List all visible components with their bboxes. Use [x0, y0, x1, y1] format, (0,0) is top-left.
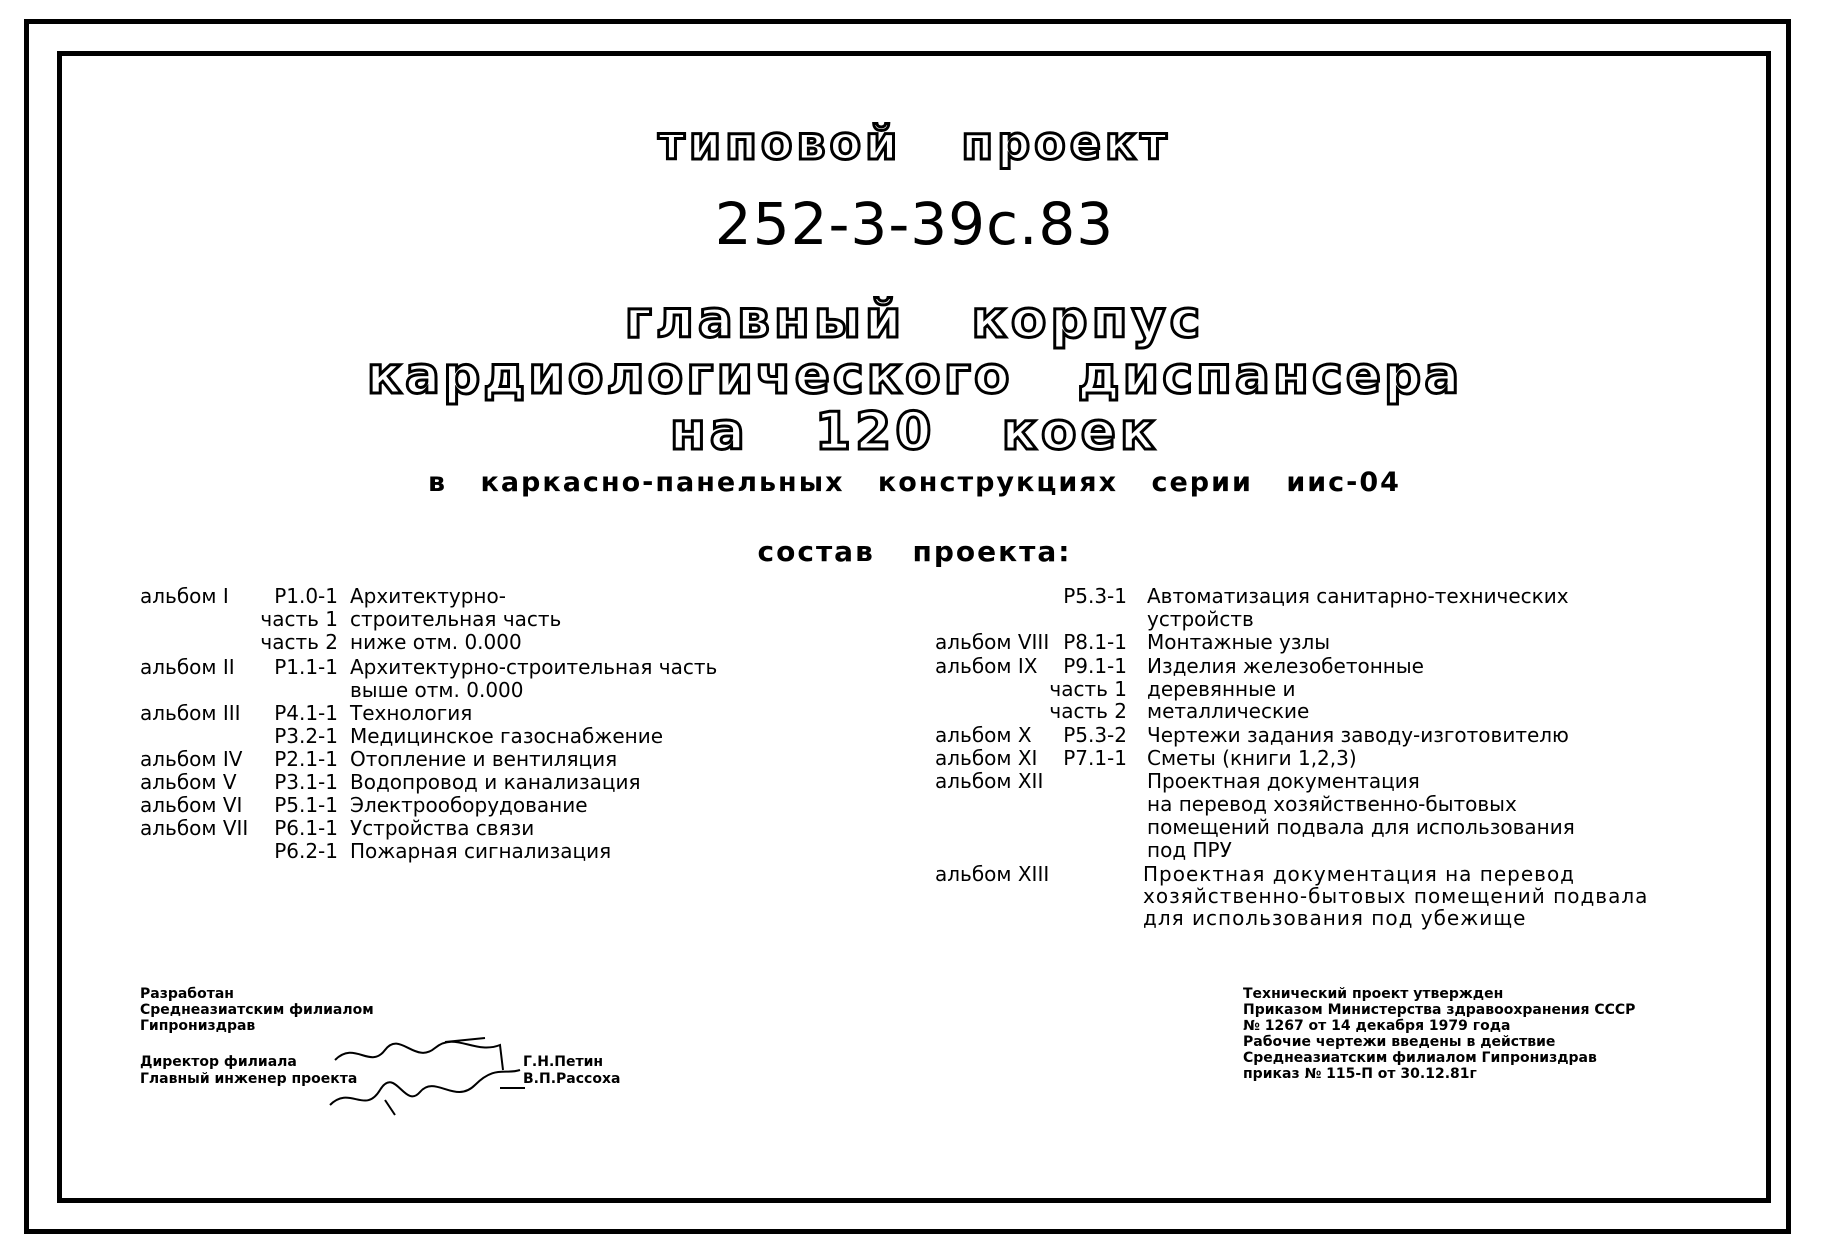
- approval-line: приказ № 115-П от 30.12.81г: [1243, 1066, 1477, 1082]
- album-label: альбом IV: [140, 747, 243, 771]
- album-text: Отопление и вентиляция: [350, 747, 618, 771]
- developer-line: Среднеазиатским филиалом: [140, 1002, 374, 1018]
- album-text: Монтажные узлы: [1147, 630, 1331, 654]
- album-label: альбом IX: [935, 654, 1038, 678]
- signatures: [325, 1030, 565, 1120]
- album-text: Пожарная сигнализация: [350, 839, 612, 863]
- director-label: Директор филиала: [140, 1054, 297, 1070]
- album-label: альбом VIII: [935, 630, 1050, 654]
- engineer-name: В.П.Рассоха: [523, 1071, 621, 1087]
- composition-heading: состав проекта:: [757, 535, 1072, 568]
- developer-block: [140, 986, 374, 1034]
- developer-line: Разработан: [140, 986, 234, 1002]
- album-text: Электрооборудование: [350, 793, 588, 817]
- album-label: альбом VI: [140, 793, 243, 817]
- album-label: альбом XI: [935, 746, 1038, 770]
- album-code: Р3.1-1: [274, 770, 338, 794]
- album-text: под ПРУ: [1147, 838, 1232, 862]
- album-text: ниже отм. 0.000: [350, 630, 522, 654]
- engineer-label: Главный инженер проекта: [140, 1071, 358, 1087]
- album-text: для использования под убежище: [1143, 906, 1527, 930]
- album-text: Проектная документация на перевод: [1143, 862, 1576, 886]
- director-signature: [335, 1038, 503, 1070]
- album-label: альбом III: [140, 701, 241, 725]
- project-number: 252-3-39с.83: [714, 190, 1115, 258]
- album-code: Р3.2-1: [274, 724, 338, 748]
- album-text: Изделия железобетонные: [1147, 654, 1424, 678]
- album-text: Сметы (книги 1,2,3): [1147, 746, 1357, 770]
- director-name: Г.Н.Петин: [523, 1054, 604, 1070]
- album-label: альбом I: [140, 584, 229, 608]
- album-code: Р1.1-1: [274, 655, 338, 679]
- album-text: Автоматизация санитарно-технических: [1147, 584, 1569, 608]
- album-label: альбом V: [140, 770, 237, 794]
- album-code: часть 1: [260, 607, 338, 631]
- album-code: Р6.1-1: [274, 816, 338, 840]
- album-text: Технология: [350, 701, 473, 725]
- album-text: Проектная документация: [1147, 769, 1420, 793]
- album-text: на перевод хозяйственно-бытовых: [1147, 792, 1517, 816]
- album-label: альбом VII: [140, 816, 249, 840]
- album-code: Р4.1-1: [274, 701, 338, 725]
- approval-block: [1243, 986, 1635, 1082]
- approval-line: № 1267 от 14 декабря 1979 года: [1243, 1018, 1511, 1034]
- album-code: Р8.1-1: [1063, 630, 1127, 654]
- approval-line: Технический проект утвержден: [1243, 986, 1504, 1002]
- album-code: Р5.3-1: [1063, 584, 1127, 608]
- album-text: устройств: [1147, 607, 1254, 631]
- album-code: часть 2: [1049, 699, 1127, 723]
- title-line-1: главный корпус: [624, 290, 1205, 350]
- approval-line: Среднеазиатским филиалом Гипрониздрав: [1243, 1050, 1597, 1066]
- engineer-signature: [330, 1070, 525, 1115]
- album-text: выше отм. 0.000: [350, 678, 524, 702]
- album-text: Устройства связи: [350, 816, 535, 840]
- album-code: Р5.3-2: [1063, 723, 1127, 747]
- album-text: металлические: [1147, 699, 1310, 723]
- approval-line: Рабочие чертежи введены в действие: [1243, 1034, 1556, 1050]
- album-text: деревянные и: [1147, 677, 1296, 701]
- album-label: альбом II: [140, 655, 235, 679]
- album-text: Архитектурно-строительная часть: [350, 655, 718, 679]
- album-code: Р1.0-1: [274, 584, 338, 608]
- album-code: Р6.2-1: [274, 839, 338, 863]
- album-label: альбом XII: [935, 769, 1044, 793]
- album-text: Водопровод и канализация: [350, 770, 641, 794]
- album-code: Р9.1-1: [1063, 654, 1127, 678]
- album-text: Чертежи задания заводу-изготовителю: [1147, 723, 1569, 747]
- album-code: Р7.1-1: [1063, 746, 1127, 770]
- album-text: строительная часть: [350, 607, 562, 631]
- title-line-3: на 120 коек: [669, 402, 1160, 462]
- album-label: альбом X: [935, 723, 1032, 747]
- developer-line: Гипрониздрав: [140, 1018, 256, 1034]
- project-type-title: типовой проект: [658, 116, 1171, 170]
- album-text: Медицинское газоснабжение: [350, 724, 664, 748]
- title-line-2: кардиологического диспансера: [366, 346, 1463, 406]
- album-code: часть 1: [1049, 677, 1127, 701]
- album-code: Р5.1-1: [274, 793, 338, 817]
- album-label: альбом XIII: [935, 862, 1050, 886]
- album-code: Р2.1-1: [274, 747, 338, 771]
- approval-line: Приказом Министерства здравоохранения СССР: [1243, 1002, 1636, 1018]
- album-code: часть 2: [260, 630, 338, 654]
- album-text: Архитектурно-: [350, 584, 506, 608]
- construction-subtitle: в каркасно-панельных конструкциях серии иис-04: [428, 467, 1401, 498]
- album-text: помещений подвала для использования: [1147, 815, 1575, 839]
- album-text: хозяйственно-бытовых помещений подвала: [1143, 884, 1649, 908]
